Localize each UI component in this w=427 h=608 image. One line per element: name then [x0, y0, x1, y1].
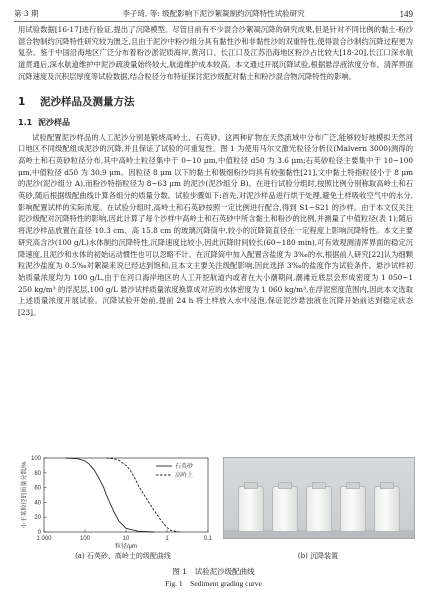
x-tick-label: 1	[165, 536, 169, 542]
legend-label: 高岭土	[175, 473, 194, 479]
grading-curve-chart	[18, 452, 216, 562]
x-tick-label: 10	[122, 536, 130, 542]
issue-number: 第 3 期	[14, 9, 39, 18]
settling-column	[238, 486, 264, 532]
page-number: 149	[399, 9, 413, 19]
x-tick-label: 100	[79, 536, 91, 542]
y-tick-label: 80	[34, 470, 41, 477]
settling-column	[374, 486, 400, 532]
settling-column	[340, 486, 366, 532]
x-axis-label: 粒径/μm	[114, 544, 138, 550]
section-title: 泥沙样品及测量方法	[40, 95, 135, 108]
y-axis-label: 小于某粒径的质量分数/%	[22, 461, 28, 529]
subcaption-a: (a) 石英砂、高岭土的级配曲线	[75, 552, 171, 560]
y-tick-label: 100	[30, 456, 41, 462]
series-line	[65, 458, 154, 532]
figure-caption-cn: 图 1 试验泥沙级配曲线	[172, 567, 255, 576]
running-header	[14, 7, 413, 22]
subsection-number: 1.1	[18, 117, 33, 127]
subsection-title: 泥沙样品	[38, 117, 70, 127]
subcaption-b: (b) 沉降装置	[297, 552, 339, 560]
running-title: 李子琦, 等: 级配影响下泥沙絮凝制约沉降特性试验研究	[122, 9, 305, 18]
settling-column	[306, 486, 332, 532]
y-tick-label: 0	[37, 530, 41, 536]
y-tick-label: 40	[34, 500, 41, 507]
section-number: 1	[18, 95, 26, 108]
subsection-heading	[18, 117, 413, 128]
article-body	[18, 24, 413, 319]
figure-caption-en: Fig. 1 Sediment grading curve	[165, 579, 262, 588]
settling-column-photo	[223, 457, 415, 539]
figure-1	[18, 452, 413, 562]
y-tick-label: 60	[34, 485, 41, 492]
x-tick-label: 0.1	[203, 536, 213, 542]
x-tick-label: 1 000	[36, 536, 52, 542]
intro-paragraph: 用试验数据[16-17]进行验证,提出了沉降模型。尽管目前有不少混合沙絮凝沉降的研究成果,但是针对不同比例的黏土-粉沙混合物制约沉降特性研究较为匮乏,且由于泥沙中粉沙组分具有黏性沙和非黏性沙的双重特性,使得混合沙制约沉降过程更为复杂。鉴于中国沿海地区广泛分布着粉沙淤泥质海岸,黄河口、长江口及江苏沿海地区粉沙占比较大[18-20],长江口深水航道贯通后,深水航道维护中泥沙疏浚量始终较大,航道维护成本较高。本文通过开展沉降试验,根据悬浮液浓度分布、清浑界面沉降速度及沉积层厚度等试验数据,结合粒径分布特征探讨泥沙级配对黏土和粉沙混合物沉降特性的影响。	[18, 25, 413, 81]
settling-column	[272, 486, 298, 532]
samples-paragraph: 试验配置泥沙样品的人工泥沙分别是锻烧高岭土、石英砂。这两种矿物在天然流域中分布广泛,能够较好地模拟天然河口地区不同级配组成泥沙的沉降,并且保证了试验的可重复性。图 1 为使用马尔文激光粒径分析仪(Malvern 3000)测得的高岭土和石英砂粒径分布,其中高岭土粒径集中于 0~10 μm,中值粒径 d50 为 3.6 μm;石英砂粒径主要集中于 10~100 μm,中值粒径 d50 为 30.9 μm。因粒径 8 μm 以下的黏土和极细粉沙均具有较强黏性[21],文中黏土特指粒径小于 8 μm 的泥沙(泥沙组分 A),而粉沙特指粒径为 8~63 μm 的泥沙(泥沙组分 B)。在进行试验分组时,按照比例分别称取高岭土和石英砂,随后根据级配曲线计算各组分的质量分数。试验步骤如下:首先,对泥沙样品进行烘干处理,避免土样吸收空气中的水分,影响配置试样的实际浓度。在试验分组时,高岭土和石英砂按照一定比例进行配合,得到 S1~S21 的沙样。由于本文仅关注泥沙级配对沉降特性的影响,因此计算了每个沙样中高岭土和石英砂中所含黏土和粉沙的比例,并测量了中值粒径(表 1);随后将泥沙样品放置在直径 10.3 cm、高 15.8 cm 的玻璃沉降筒中,较小的沉降筒直径在一定程度上影响沉降特性。本文主要研究高含沙(100 g/L)水体制约沉降特性,沉降速度比较小,因此沉降时间较长(60~180 min),可有效观测清浑界面的稳定沉降速度,且泥沙和水体的初始运动惯性也可以忽略不计。在沉降筒中加入配置含盐度为 3‰的水,根据前人研究[22]认为细颗粒泥沙盐度为 0.5‰对絮凝来说已经达到饱和,且本文主要关注级配影响,因此选择 3‰的盐度作为试验条件。悬沙试样初始质量浓度均为 100 g/L,由于在河口海岸地区的人工开挖航道内或者在大小潮期间,潮滩近底层会形成密度为 1 050~1 250 kg/m³ 的浮泥层,100 g/L 悬沙试样质量浓度换算成对应的水体密度为 1 060 kg/m³,在浮泥密度范围内,因此本文选取上述质量浓度开展试验。沉降试验开始前,提前 24 h 将土样放入水中浸泡,保证泥沙悬浊液在沉降开始前达到稳定状态[23]。	[18, 132, 413, 318]
y-tick-label: 20	[34, 515, 41, 522]
legend-label: 石英砂	[175, 464, 194, 470]
series-line	[106, 458, 179, 532]
section-heading	[18, 95, 413, 109]
